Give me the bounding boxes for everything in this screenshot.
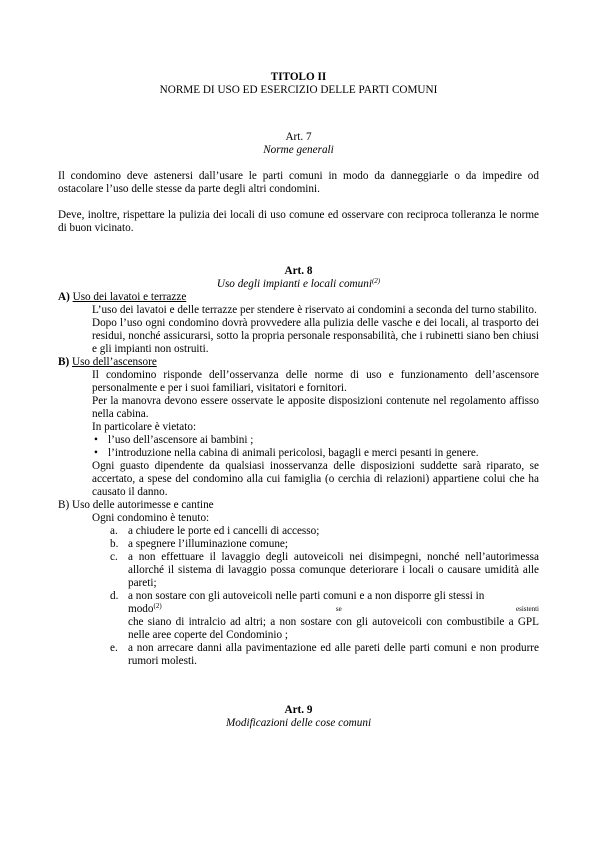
- list-text: a non arrecare danni alla pavimentazione ed alle pareti delle parti comuni e non produrre rumori molesti.: [128, 642, 539, 667]
- title-heading: TITOLO II: [270, 71, 327, 83]
- list-marker: c.: [110, 551, 118, 563]
- list-text: a chiudere le porte ed i cancelli di accesso;: [128, 525, 320, 537]
- bullet-icon: •: [94, 447, 98, 459]
- list-marker: e.: [110, 642, 118, 654]
- list-item: [58, 525, 539, 538]
- art8-heading-text: Uso degli impianti e locali comuni: [216, 278, 372, 290]
- bullet-item: [58, 447, 539, 460]
- section-a-title-text: Uso dei lavatoi e terrazze: [72, 291, 187, 303]
- art8-footnote-ref: (2): [371, 277, 381, 285]
- document-page: [58, 71, 539, 730]
- section-b1-title: [58, 356, 539, 369]
- list-item: [58, 642, 539, 668]
- art9-number: Art. 9: [284, 704, 313, 716]
- list-marker: d.: [110, 590, 119, 602]
- bullet-text: l’uso dell’ascensore ai bambini ;: [108, 434, 254, 446]
- modo-word: modo$^{(2)}$: [128, 602, 162, 615]
- art9-heading: Modificazioni delle cose comuni: [225, 717, 372, 729]
- section-a-paragraph-2: Dopo l’uso ogni condomino dovrà provvedere alla pulizia delle vasche e dei locali, al trasporto dei residui, nonché assicurarsi, sotto la propria personale responsabilità, che i rubinetti siano ben chiusi e gli impianti non ostruiti.: [92, 317, 539, 355]
- list-text: a non sostare con gli autoveicoli nelle parti comuni e a non disporre gli stessi in: [128, 590, 485, 602]
- list-item: [58, 538, 539, 551]
- art7-number: Art. 7: [285, 131, 312, 143]
- bullet-icon: •: [94, 434, 98, 446]
- se-word: se: [335, 605, 342, 613]
- art8-number: Art. 8: [284, 265, 313, 277]
- section-a-mark: A): [58, 291, 70, 303]
- list-text: a spegnere l’illuminazione comune;: [128, 538, 288, 550]
- section-b1-paragraph-1: Il condomino risponde dell’osservanza delle norme di uso e funzionamento dell’ascensore personalmente e per i suoi familiari, visitatori e fornitori.: [92, 369, 539, 394]
- list-item-d-rest: che siano di intralcio ad altri; a non sostare con gli autoveicoli con combustibile a GPL nelle aree coperte del Condominio ;: [128, 616, 539, 641]
- art7-heading: Norme generali: [263, 144, 334, 156]
- list-item: [58, 590, 539, 603]
- esistenti-word: esistenti: [516, 605, 539, 613]
- title-subheading: NORME DI USO ED ESERCIZIO DELLE PARTI COMUNI: [159, 84, 438, 96]
- footnote-ref: (2): [153, 602, 162, 610]
- list-item: [58, 551, 539, 590]
- bullet-item: [58, 434, 539, 447]
- section-b2-title: B) Uso delle autorimesse e cantine: [58, 499, 214, 511]
- bullet-text: l’introduzione nella cabina di animali pericolosi, bagagli e merci pesanti in genere.: [108, 447, 479, 459]
- section-a-paragraph-1: L’uso dei lavatoi e delle terrazze per stendere è riservato ai condomini a seconda del turno stabilito.: [92, 304, 537, 316]
- art7-paragraph-2: Deve, inoltre, rispettare la pulizia dei locali di uso comune ed osservare con reciproca tolleranza le norme di buon vicinato.: [58, 209, 539, 234]
- section-b1-paragraph-3: In particolare è vietato:: [92, 421, 197, 433]
- list-marker: b.: [110, 538, 119, 550]
- list-item-d-continued: [58, 603, 539, 616]
- section-b2-intro: Ogni condomino è tenuto:: [92, 512, 210, 524]
- section-b1-mark: B): [58, 356, 70, 368]
- list-marker: a.: [110, 525, 118, 537]
- section-b1-title-text: Uso dell’ascensore: [71, 356, 157, 368]
- art8-heading: [58, 278, 539, 291]
- art7-paragraph-1: Il condomino deve astenersi dall’usare le parti comuni in modo da danneggiarle o da impedire od ostacolare l’uso delle stesse da parte degli altri condomini.: [58, 170, 539, 195]
- list-text: a non effettuare il lavaggio degli autoveicoli nei disimpegni, nonché nell’autorimessa allorché il sistema di lavaggio possa comunque deteriorare i locali o causare umidità alle pareti;: [128, 551, 539, 589]
- section-b1-paragraph-2: Per la manovra devono essere osservate le apposite disposizioni contenute nel regolamento affisso nella cabina.: [92, 395, 539, 420]
- section-a-title: [58, 291, 539, 304]
- section-b1-paragraph-4: Ogni guasto dipendente da qualsiasi inosservanza delle disposizioni suddette sarà riparato, se accertato, a spese del condomino alla cui famiglia (o cerchia di relazioni) appartiene colui che ha causato il danno.: [92, 460, 539, 498]
